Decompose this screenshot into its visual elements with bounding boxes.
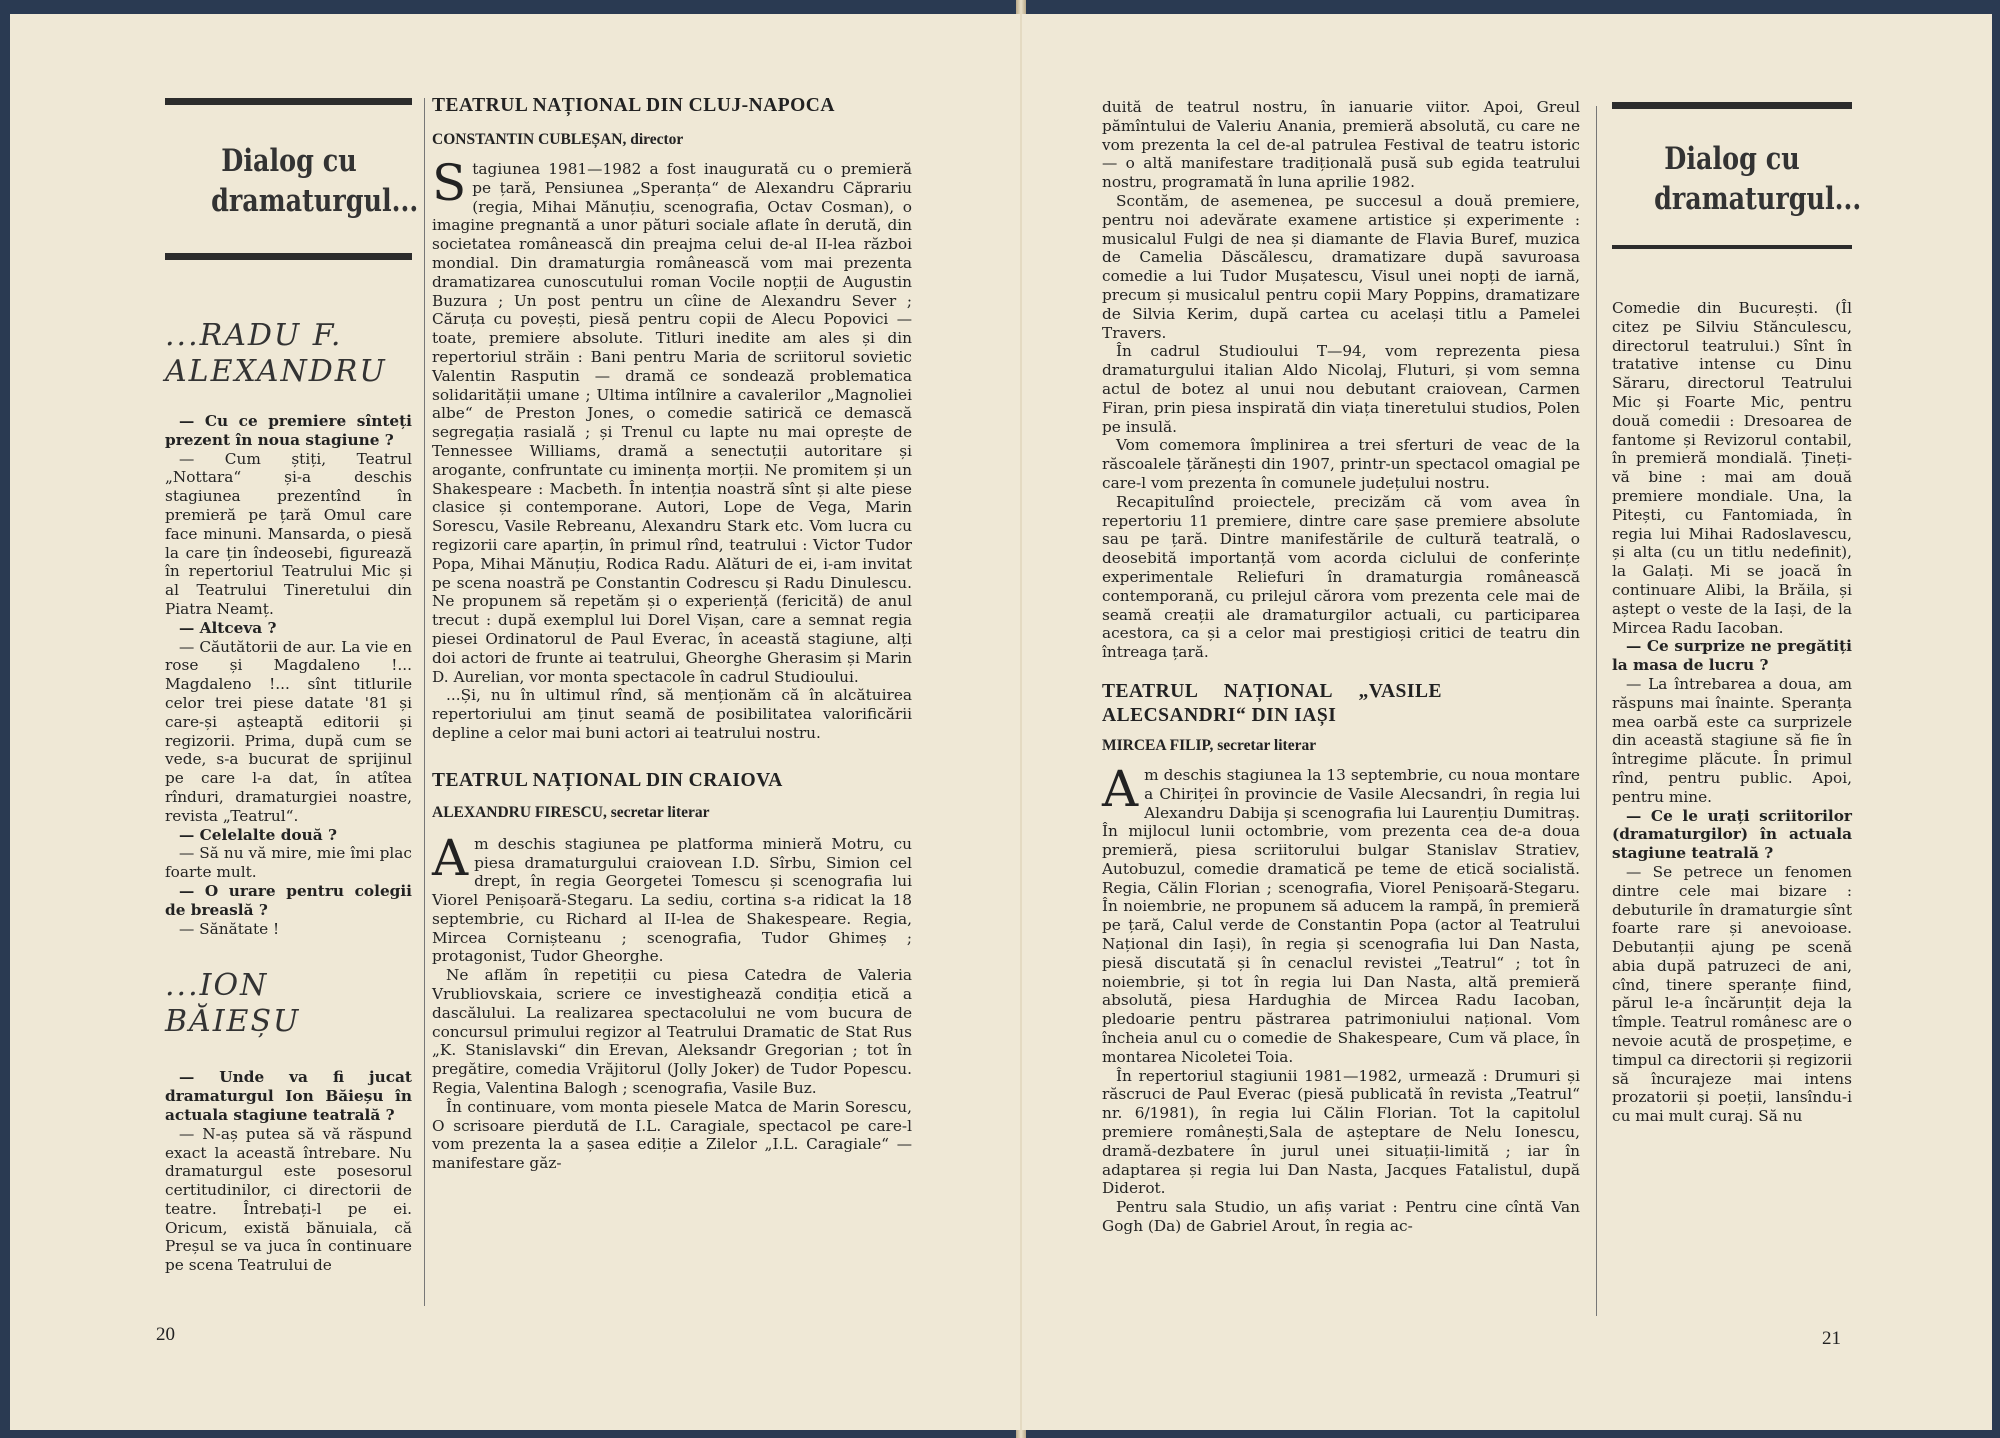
drop-cap: S	[432, 154, 467, 212]
author-name: ...RADU F. ALEXANDRU	[165, 318, 387, 389]
right-page	[1022, 14, 1992, 1430]
article-paragraph: tagiunea 1981—1982 a fost inaugurată cu o premieră pe țară, Pensiunea „Speranța“ de Alexandru Căprariu (regia, Mihai Mănuțiu, scenografia, Octav Cosman), o imagine pregnantă a unor pături sociale aflate în derută, din societatea românească din preajma celui de-al II-lea război mondial. Din dramaturgia românească vom mai prezenta dramatizarea cunoscutului roman Vocile nopții de Augustin Buzura ; Un post pentru un cîine de Alexandru Sever ; Căruța cu povești, piesă pentru copii de Alecu Popovici — toate, premiere absolute. Titluri inedite am ales și din repertoriul străin : Bani pentru Maria de scriitorul sovietic Valentin Rasputin — dramă ce sondează problematica solidarității umane ; Ultima intîlnire a cavalerilor „Magnoliei albe“ de Preston Jones, o comedie satirică ce demască segregația rasială ; și Trenul cu lapte nu mai oprește de Tennessee Williams, dramă a senectuții autoritare și arogante, confruntate cu iminența morții. Ne promitem și un Shakespeare : Macbeth. În intenția noastră sînt și alte piese clasice și contemporane. Autori, Lope de Vega, Marin Sorescu, Vasile Rebreanu, Alexandru Stark etc. Vom lucra cu regizorii care aparțin, în primul rînd, teatrului : Victor Tudor Popa, Mihai Mănuțiu, Rodica Radu. Alături de ei, i-am invitat pe scena noastră pe Constantin Codrescu și Radu Dinulescu. Ne propunem să repetăm și o experiență (fericită) de anul trecut : după exemplul lui Dorel Vișan, care a semnat regia piesei Ordinatorul de Paul Everac, în această stagiune, alți doi actori de frunte ai teatrului, Gheorghe Gherasim și Marin D. Aurelian, vor monta spectacole în cadrul Studioului.	[432, 160, 912, 686]
drop-cap: A	[1102, 759, 1139, 818]
left-page	[10, 14, 1020, 1430]
section-byline: CONSTANTIN CUBLEȘAN, director	[432, 131, 684, 148]
author-name: ...ION BĂIEȘU	[165, 968, 301, 1040]
interview-question: — Cu ce premiere sînteți prezent în noua stagiune ?	[165, 412, 412, 449]
article-paragraph: În continuare, vom monta piesele Matca de Marin Sorescu, O scrisoare pierdută de I.L. Caragiale, spectacol pe care-l vom prezenta la a șasea ediție a Zilelor „I.L. Caragiale“ — manifestare găz-	[432, 1097, 912, 1173]
page-number: 21	[1822, 1328, 1841, 1349]
column-divider	[1596, 106, 1597, 1316]
page-number: 20	[156, 1324, 175, 1345]
article-paragraph: ...Și, nu în ultimul rînd, să menționăm că în alcătuirea repertoriului am ținut seamă de posibilitatea valorificării depline a celor mai buni actori ai teatrului nostru.	[432, 686, 912, 742]
article-paragraph: Recapitulînd proiectele, precizăm că vom avea în repertoriu 11 premiere, dintre care șase premiere absolute sau pe țară. Dintre manifestările de cultură teatrală, o deosebită importanță vom acorda ciclului de conferințe experimentale Reliefuri în dramaturgia românească contemporană, cu prilejul cărora vom prezenta cele mai de seamă creații ale dramaturgilor actuali, cu participarea acestora, ca și a celor mai prestigioși critici de teatru din întreaga țară.	[1102, 492, 1580, 662]
column-divider	[424, 98, 425, 1306]
interview-answer: — Se petrece un fenomen dintre cele mai bizare : debuturile în dramaturgie sînt foarte rare și anevoioase. Debutanții ajung pe scenă abia după patruzeci de ani, cînd, tinere speranțe fiind, părul le-a încărunțit deja la tîmple. Teatrul românesc are o nevoie acută de prospețime, e timpul ca directorii și regizorii să încurajeze mai intens prozatorii și poeții, lansîndu-i cu mai mult curaj. Să nu	[1612, 862, 1852, 1126]
article-paragraph: duită de teatrul nostru, în ianuarie viitor. Apoi, Greul pămîntului de Valeriu Anania, premieră absolută, cu care ne vom prezenta la cel de-al patrulea Festival de teatru istoric — o altă manifestare tradițională pusă sub egida teatrului nostru, programată în luna aprilie 1982.	[1102, 98, 1580, 192]
article-paragraph: Pentru sala Studio, un afiș variat : Pentru cine cîntă Van Gogh (Da) de Gabriel Arout, în regia ac-	[1102, 1198, 1580, 1236]
interview-answer: — Căutătorii de aur. La vie en rose și Magdaleno !... Magdaleno !... sînt titlurile celor trei piese datate '81 și care-și așteaptă editorii și regizorii. Prima, după cum se vede, s-a bucurat de sprijinul pe care l-a dat, în atîtea rînduri, dramaturgiei noastre, revista „Teatrul“.	[165, 637, 412, 825]
interview-question: — O urare pentru colegii de breaslă ?	[165, 881, 412, 919]
dialog-sidebar-left	[165, 98, 418, 1275]
interview-question: — Ce surprize ne pregătiți la masa de lucru ?	[1612, 637, 1852, 675]
interview-answer: — Să nu vă mire, mie îmi plac foarte mult.	[165, 844, 412, 882]
interview-answer: Comedie din București. (Îl citez pe Silviu Stănculescu, directorul teatrului.) Sînt în tratative intense cu Dinu Săraru, directorul Teatrului Mic și Foarte Mic, pentru două comedii : Dresoarea de fantome și Revizorul contabil, în premieră mondială. Țineți-vă bine : mai am două premiere mondiale. Una, la Pitești, cu Fantomiada, în regia lui Mihai Radoslavescu, și alta (cu un titlu nedefinit), la Galați. Mi se joacă în continuare Alibi, la Brăila, și aștept o veste de la Iași, de la Mircea Radu Iacoban.	[1612, 299, 1852, 637]
cluj-article	[432, 94, 912, 1173]
sidebar-top-rule	[1612, 102, 1852, 109]
article-paragraph: Vom comemora împlinirea a trei sferturi de veac de la răscoalele țărănești din 1907, printr-un spectacol omagial pe care-l vom prezenta în comunele județului nostru.	[1102, 436, 1580, 492]
section-heading: TEATRUL NAȚIONAL „VASILE ALECSANDRI“ DIN IAȘI	[1102, 680, 1442, 726]
dialog-title: Dialog cu dramaturgul...	[210, 143, 418, 219]
interview-answer: — N-aș putea să vă răspund exact la această întrebare. Nu dramaturgul este posesorul certitudinilor, ci directorii de teatre. Întrebați-l pe ei. Oricum, există bănuiala, că Preșul se va juca în continuare pe scena Teatrului de	[165, 1124, 412, 1275]
drop-cap: A	[432, 828, 469, 887]
interview-question: — Altceva ?	[179, 618, 277, 637]
dialog-sidebar-right	[1612, 102, 1862, 1126]
section-heading: TEATRUL NAȚIONAL DIN CRAIOVA	[432, 769, 783, 791]
interview-question: — Celelalte două ?	[179, 825, 337, 844]
sidebar-mid-rule	[165, 253, 412, 260]
article-paragraph: În cadrul Studioului T—94, vom reprezenta piesa dramaturgului italian Aldo Nicolaj, Fluturi, și vom semna actul de botez al unui nou debutant craiovean, Carmen Firan, prin piesa inspirată din viața tineretului studios, Polen pe insulă.	[1102, 342, 1580, 436]
interview-question: — Unde va fi jucat dramaturgul Ion Băieșu în actuala stagiune teatrală ?	[165, 1068, 412, 1124]
section-byline: ALEXANDRU FIRESCU, secretar literar	[432, 803, 710, 821]
article-paragraph: m deschis stagiunea pe platforma minieră Motru, cu piesa dramaturgului craiovean I.D. Sîrbu, Simion cel drept, în regia Georgetei Tomescu și scenografia lui Viorel Penișoară-Stegaru. La sediu, cortina s-a ridicat la 18 septembrie, cu Richard al II-lea de Shakespeare. Regia, Mircea Cornișteanu ; scenografia, Tudor Ghimeș ; protagonist, Tudor Gheorghe.	[432, 834, 912, 966]
article-paragraph: În repertoriul stagiunii 1981—1982, urmează : Drumuri și răscruci de Paul Everac (piesă publicată în revista „Teatrul“ nr. 6/1981), în regia lui Călin Florian. Tot la capitolul premiere românești,Sala de așteptare de Nelu Ionescu, dramă-dezbatere în jurul unei situații-limită ; iar în adaptarea și regia lui Dan Nasta, Jacques Fatalistul, după Diderot.	[1102, 1066, 1580, 1198]
interview-answer: — Cum știți, Teatrul „Nottara“ și-a deschis stagiunea prezentînd în premieră pe țară Omul care face minuni. Mansarda, o piesă la care țin îndeosebi, figurează în repertoriul Teatrului Mic și al Teatrului Tineretului din Piatra Neamț.	[165, 449, 412, 618]
dialog-title: Dialog cu dramaturgul...	[1654, 141, 1862, 217]
interview-answer: — Sănătate !	[179, 919, 280, 938]
sidebar-top-rule	[165, 98, 412, 105]
craiova-continuation	[1102, 98, 1580, 1236]
article-paragraph: Scontăm, de asemenea, pe succesul a două premiere, pentru noi adevărate examene artistice și experimente : musicalul Fulgi de nea și diamante de Flavia Buref, muzica de Camelia Dăscălescu, dramatizare după savuroasa comedie a lui Tudor Mușatescu, Visul unei nopți de iarnă, precum și musicalul pentru copii Mary Poppins, dramatizare de Silvia Kerim, după cartea cu același titlu a Pamelei Travers.	[1102, 191, 1580, 342]
interview-answer: — La întrebarea a doua, am răspuns mai înainte. Speranța mea oarbă este ca surprizele din această stagiune să fie în întregime plăcute. În primul rînd, pentru public. Apoi, pentru mine.	[1612, 674, 1852, 806]
section-byline: MIRCEA FILIP, secretar literar	[1102, 736, 1317, 754]
article-paragraph: m deschis stagiunea la 13 septembrie, cu noua montare a Chiriței în provincie de Vasile Alecsandri, în regia lui Alexandru Dabija și scenografia lui Laurențiu Dumitraș. În mijlocul lunii octombrie, vom prezenta cea de-a doua premieră, piesa scriitorului bulgar Stanislav Stratiev, Autobuzul, comedie dramatică pe teme de etică socialistă. Regia, Călin Florian ; scenografia, Viorel Penișoară-Stegaru. În noiembrie, ne propunem să aducem la rampă, în premieră pe țară, Calul verde de Constantin Popa (actor al Teatrului Național din Iași), în regia și scenografia lui Dan Nasta, piesă discutată și în cenaclul revistei „Teatrul“ ; tot în noiembrie, și tot în regia lui Dan Nasta, altă premieră absolută, piesa Hardughia de Mircea Radu Iacoban, pledoarie pentru păstrarea patrimoniului național. Vom încheia anul cu o comedie de Shakespeare, Cum vă place, în montarea Nicoletei Toia.	[1102, 765, 1580, 1066]
article-paragraph: Ne aflăm în repetiții cu piesa Catedra de Valeria Vrubliovskaia, scriere ce investighează condiția etică a dascălului. La realizarea spectacolului ne vom bucura de concursul primului regizor al Teatrului Dramatic de Stat Rus „K. Stanislavski“ din Erevan, Aleksandr Gregorian ; tot în pregătire, comedia Vrăjitorul (Jolly Joker) de Tudor Popescu. Regia, Valentina Balogh ; scenografia, Vasile Buz.	[432, 966, 912, 1098]
section-heading: TEATRUL NAȚIONAL DIN CLUJ-NAPOCA	[432, 95, 835, 116]
interview-question: — Ce le urați scriitorilor (dramaturgilor) în actuala stagiune teatrală ?	[1612, 806, 1852, 863]
